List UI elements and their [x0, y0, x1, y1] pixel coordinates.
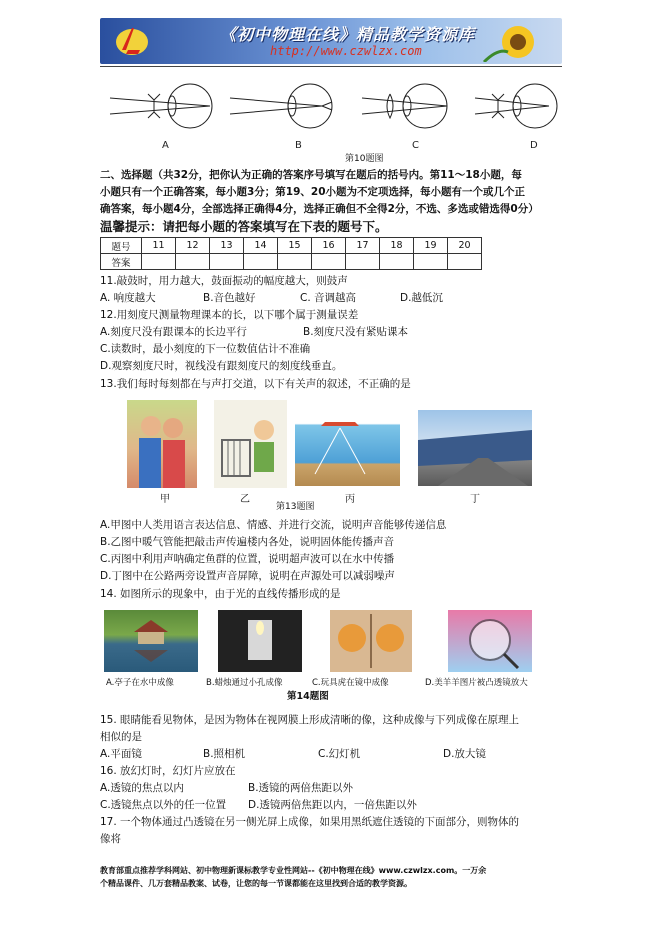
answer-cell[interactable]: [448, 254, 482, 270]
fig13-photo-heating-pipe: [214, 400, 287, 488]
q12-option-d: D.观察刻度尺时，视线没有跟刻度尺的刻度线垂直。: [100, 360, 343, 372]
fig10-caption: 第10题图: [345, 154, 384, 164]
answer-table-number: 14: [244, 238, 278, 254]
figure-10-eye-diagrams: [100, 76, 570, 166]
section2-line-2: 小题只有一个正确答案，每小题3分；第19、20小题为不定项选择，每小题有一个或几个正: [100, 186, 526, 198]
header-title: 《初中物理在线》精品教学资源库: [220, 25, 476, 44]
q12-option-c: C.读数时，最小刻度的下一位数值估计不准确: [100, 343, 311, 355]
fig13-label-bing: 丙: [345, 494, 355, 505]
q16-option-c: C.透镜焦点以外的任一位置: [100, 799, 227, 811]
q12-option-a: A.刻度尺没有跟课本的长边平行: [100, 326, 247, 338]
fig13-photo-sound-barrier: [418, 410, 532, 486]
q11-stem: 11.敲鼓时，用力越大，鼓面振动的幅度越大，则鼓声: [100, 275, 348, 287]
q11-option-a: A. 响度越大: [100, 292, 156, 304]
fig14-caption-b: B.蜡烛通过小孔成像: [206, 678, 283, 688]
answer-cell[interactable]: [380, 254, 414, 270]
footer-line-1: 教育部重点推荐学科网站、初中物理新课标教学专业性网站--《初中物理在线》www.czwlzx.com。一万余: [100, 866, 487, 875]
eye-diagram-c: [362, 84, 447, 128]
answer-cell[interactable]: [346, 254, 380, 270]
header-url: http://www.czwlzx.com: [270, 44, 422, 58]
q13-option-b: B.乙图中暖气管能把敲击声传遍楼内各处，说明固体能传播声音: [100, 536, 395, 548]
q15-option-d: D.放大镜: [443, 748, 486, 760]
q17-stem: 17. 一个物体通过凸透镜在另一侧光屏上成像，如果用黑纸遮住透镜的下面部分，则物体的: [100, 816, 520, 828]
fig13-label-yi: 乙: [240, 494, 250, 505]
answer-cell[interactable]: [176, 254, 210, 270]
fig13-caption: 第13题图: [276, 502, 315, 512]
q15-option-c: C.幻灯机: [318, 748, 361, 760]
fig10-label-a: A: [162, 140, 169, 151]
page-footer: [100, 864, 570, 890]
fig14-photo-tiger-mirror: [330, 610, 412, 672]
q11-option-b: B.音色越好: [203, 292, 256, 304]
answer-cell[interactable]: [278, 254, 312, 270]
answer-table-number: 16: [312, 238, 346, 254]
header-banner: [100, 18, 562, 64]
fig13-label-ding: 丁: [470, 494, 480, 505]
sunflower-icon: [478, 22, 548, 62]
q15-stem: 15. 眼睛能看见物体，是因为物体在视网膜上形成清晰的像，这种成像与下列成像在原理上: [100, 714, 520, 726]
fig10-label-d: D: [530, 140, 538, 151]
answer-table-number: 19: [414, 238, 448, 254]
answer-table-number: 13: [210, 238, 244, 254]
answer-table-number: 11: [142, 238, 176, 254]
answer-cell[interactable]: [210, 254, 244, 270]
eye-diagram-b: [230, 84, 332, 128]
answer-cell[interactable]: [414, 254, 448, 270]
answer-table-number: 12: [176, 238, 210, 254]
q16-stem: 16. 放幻灯时，幻灯片应放在: [100, 765, 236, 777]
q15-option-a: A.平面镜: [100, 748, 142, 760]
q17-stem-2: 像将: [100, 833, 121, 845]
fig10-label-b: B: [295, 140, 302, 151]
q16-option-a: A.透镜的焦点以内: [100, 782, 184, 794]
answer-cell[interactable]: [244, 254, 278, 270]
section2-line-1: 二、选择题（共32分，把你认为正确的答案序号填写在题后的括号内。第11～18小题，每: [100, 169, 522, 181]
q11-option-d: D.越低沉: [400, 292, 443, 304]
q12-stem: 12.用刻度尺测量物理课本的长，以下哪个属于测量误差: [100, 309, 359, 321]
footer-line-2: 个精品课件、几万套精品教案、试卷，让您的每一节课都能在这里找到合适的教学资源。: [100, 879, 412, 888]
answer-table-answer-row: [101, 254, 482, 270]
q13-option-d: D.丁图中在公路两旁设置声音屏障，说明在声源处可以减弱噪声: [100, 570, 395, 582]
fig14-caption: 第14题图: [287, 691, 329, 702]
fig14-photo-pavilion-reflection: [104, 610, 198, 672]
fig14-photo-magnifier: [448, 610, 532, 672]
q14-stem: 14. 如图所示的现象中，由于光的直线传播形成的是: [100, 588, 341, 600]
fig10-label-c: C: [412, 140, 419, 151]
q13-option-a: A.甲图中人类用语言表达信息、情感、并进行交流，说明声音能够传递信息: [100, 519, 447, 531]
q13-option-c: C.丙图中利用声呐确定鱼群的位置，说明超声波可以在水中传播: [100, 553, 395, 565]
q12-option-b: B.刻度尺没有紧贴课本: [303, 326, 409, 338]
fig14-caption-d: D.美羊羊图片被凸透镜放大: [425, 678, 528, 688]
q15-stem-2: 相似的是: [100, 731, 142, 743]
fig14-photo-pinhole-candle: [218, 610, 302, 672]
q16-option-d: D.透镜两倍焦距以内，一倍焦距以外: [248, 799, 417, 811]
answer-table: [100, 237, 482, 270]
answer-table-number: 15: [278, 238, 312, 254]
site-logo-icon: [114, 24, 150, 58]
eye-diagram-d: [475, 84, 557, 128]
answer-table-header-row: [101, 238, 482, 254]
section2-line-3: 确答案，每小题4分，全部选择正确得4分，选择正确但不全得2分，不选、多选或错选得0分）: [100, 203, 539, 215]
answer-table-number: 20: [448, 238, 482, 254]
answer-cell[interactable]: [312, 254, 346, 270]
fig14-caption-a: A.亭子在水中成像: [106, 678, 174, 688]
q16-option-b: B.透镜的两倍焦距以外: [248, 782, 354, 794]
section2-tip: 温馨提示：请把每小题的答案填写在下表的题号下。: [100, 219, 388, 234]
answer-table-number: 17: [346, 238, 380, 254]
fig13-label-jia: 甲: [160, 494, 170, 505]
fig14-caption-c: C.玩具虎在镜中成像: [312, 678, 389, 688]
q13-stem: 13.我们每时每刻都在与声打交道，以下有关声的叙述，不正确的是: [100, 378, 411, 390]
answer-table-answer-label: 答案: [101, 254, 142, 270]
fig13-photo-sonar: [295, 408, 400, 486]
q11-option-c: C. 音调越高: [300, 292, 357, 304]
answer-table-number: 18: [380, 238, 414, 254]
eye-diagram-a: [110, 84, 212, 128]
answer-cell[interactable]: [142, 254, 176, 270]
fig13-photo-children-talking: [127, 400, 197, 488]
answer-table-header-label: 题号: [101, 238, 142, 254]
header-rule: [100, 66, 562, 67]
q15-option-b: B.照相机: [203, 748, 246, 760]
